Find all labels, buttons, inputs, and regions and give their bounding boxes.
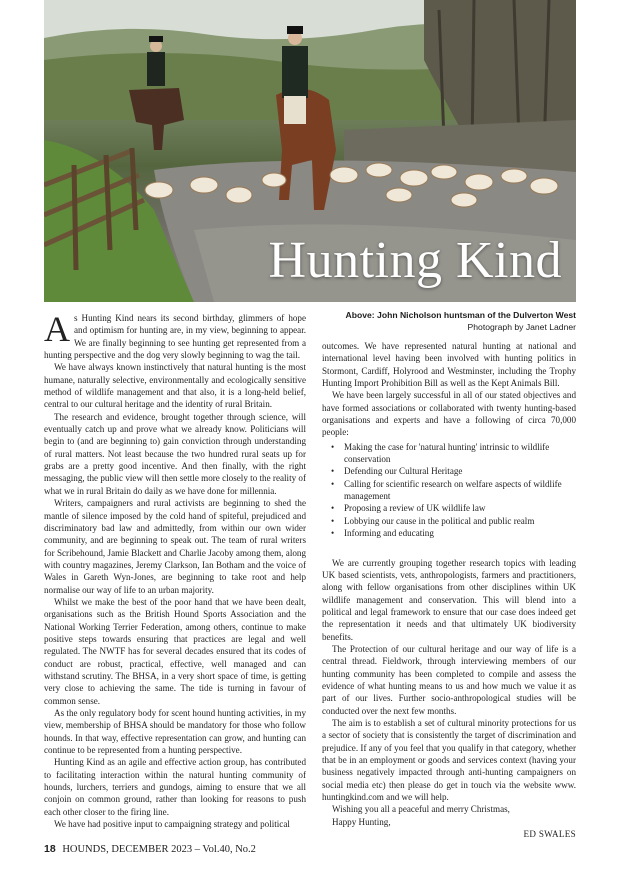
- closing-line: Happy Hunting,: [332, 816, 391, 827]
- paragraph: We have been largely successful in all of our stated objectives and have formed associations or collaborated with twenty hunting-based organisations and experts and have a following of circa 70,000 people:: [322, 390, 576, 438]
- drop-cap: A: [44, 309, 70, 349]
- paragraph: As the only regulatory body for scent hound hunting activities, in my view, membership of BHSA should be mandatory for those who follow hounds. In that way, effective representation can grow, and hunting can continue to be represented from a hunting perspective.: [44, 708, 306, 756]
- paragraph: Writers, campaigners and rural activists are beginning to shed the mantle of silence imposed by the cold hand of spiteful, prejudiced and discriminatory bad law and admittedly, from within our own wider community, and are beginning to speak out. The team of rural writers for Scribehound, Jamie Blackett and Charlie Jacoby among them, along with country magazines, Jeremy Clarkson, Ian Botham and the voice of Wales in Gareth Wyn-Jones, are beginning to take root and help normalise our way of life to an urban majority.: [44, 498, 306, 595]
- hero-photo: [44, 0, 576, 302]
- list-item: • Making the case for 'natural hunting' intrinsic to wildlife conservation: [322, 441, 576, 466]
- list-item: • Proposing a review of UK wildlife law: [322, 502, 576, 514]
- photo-caption: [322, 309, 576, 333]
- caption-text: Above: John Nicholson huntsman of the Dulverton West: [345, 310, 576, 320]
- paragraph: The research and evidence, brought together through science, will eventually catch up and prove what we already know. Politicians will begin to (and are beginning to) gain conviction through understanding of rural matters. Not least because the two hundred rural seats up for grabs are a pretty good incentive. And then finally, with the right messaging, the public view will then settle more closely to the reality of what we in rural Britain do daily as we have done for millennia.: [44, 411, 306, 496]
- paragraph: We have had positive input to campaigning strategy and political: [54, 819, 290, 830]
- paragraph: Hunting Kind as an agile and effective action group, has contributed to facilitating interaction within the natural hunting community of hounds, lurchers, terriers and gundogs, aiming to ensure that we all conjoin on common ground, rather than looking for reasons to push each other closer to the firing line.: [44, 757, 306, 817]
- paragraph: The Protection of our cultural heritage and our way of life is a central thread. Fieldwork, through interviewing members of our hunting community has been completed to compile and assess the evidence of what hunting means to us and how much we value it as part of our lives. Further socio-anthropological studies will be conducted over the next few months.: [322, 643, 576, 716]
- left-column: [44, 309, 306, 830]
- objectives-list: [322, 441, 576, 540]
- article-title: Hunting Kind: [268, 232, 562, 289]
- author-signature: ED SWALES: [523, 829, 576, 840]
- closing: [322, 803, 576, 828]
- closing-line: Wishing you all a peaceful and merry Christmas,: [332, 804, 510, 815]
- right-column: [322, 340, 576, 840]
- list-item: • Defending our Cultural Heritage: [322, 465, 576, 477]
- paragraph: We have always known instinctively that natural hunting is the most humane, naturally selective, environmentally and ecologically sensitive method of wildlife management and that also, it is a long-held belief, central to our cultural heritage and the identity of rural Britain.: [44, 362, 306, 410]
- page-footer: [44, 843, 256, 855]
- publication-info: HOUNDS, DECEMBER 2023 – Vol.40, No.2: [62, 844, 256, 855]
- intro-paragraph: [44, 309, 306, 361]
- page-number: 18: [44, 843, 56, 855]
- paragraph: The aim is to establish a set of cultural minority protections for us a sector of society that is consistently the target of discrimination and prejudice. If any of you feel that you qualify in that category, whether that be in an employment or goods and services context (having your business negatively impacted through anti-hunting campaigners on social media etc) then please do get in touch via the website www. huntingkind.com and we will help.: [322, 717, 576, 803]
- list-item: • Informing and educating: [322, 527, 576, 539]
- paragraph: Whilst we make the best of the poor hand that we have been dealt, organisations such as the British Hound Sports Association and the National Working Terrier Federation, among others, continue to make positive steps towards ensuring that practices are legal and well regulated. The NWTF has for several decades ensured that its codes of conduct are robust, practical, effective, well managed and can withstand scrutiny. The BHSA, in a very short space of time, is getting very close to achieving the same. The tide is turning in favour of common sense.: [44, 596, 306, 706]
- intro-text: s Hunting Kind nears its second birthday, glimmers of hope and optimism for hunting are, in my view, beginning to appear. We are finally beginning to see hunting get represented from a hunting perspective and the dog very slowly beginning to wag the tail.: [44, 313, 306, 361]
- paragraph: outcomes. We have represented natural hunting at national and international level having been involved with hunting politics in Stormont, Cardiff, Holyrood and Westminster, including the Trophy Hunting Import Prohibition Bill as well as the Kept Animals Bill.: [322, 341, 576, 389]
- list-item: • Lobbying our cause in the political and public realm: [322, 515, 576, 527]
- paragraph: We are currently grouping together research topics with leading UK based scientists, vets, anthropologists, farmers and practitioners, along with fellow organisations from other disciplines within UK wildlife management and conservation. This will blend into a political and legal framework to ensure that our case does indeed get the representation it needs and that ultimately UK biodiversity benefits.: [322, 557, 576, 642]
- photo-credit: Photograph by Janet Ladner: [467, 322, 576, 332]
- list-item: • Calling for scientific research on welfare aspects of wildlife management: [322, 478, 576, 503]
